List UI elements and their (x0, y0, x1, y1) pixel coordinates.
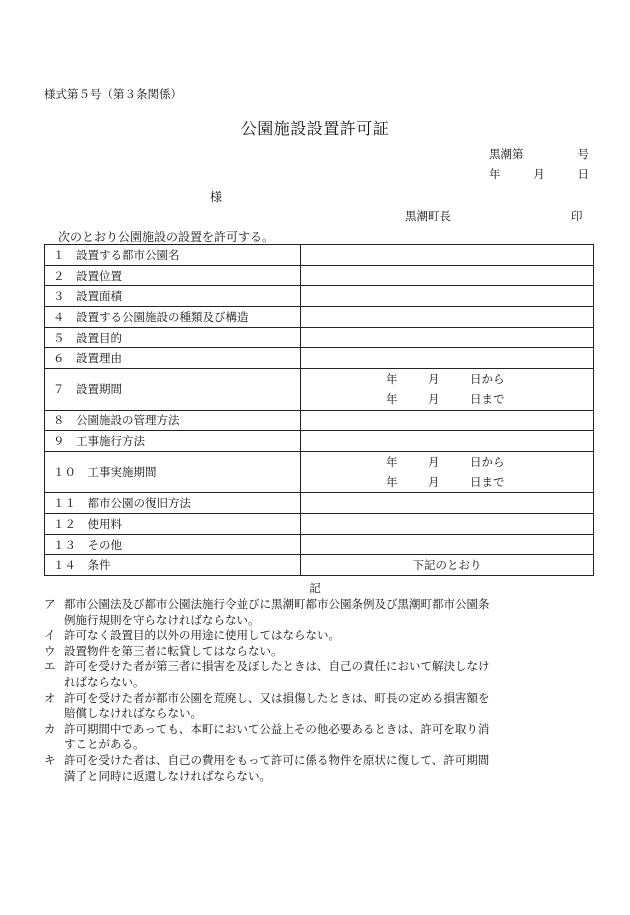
period-year: 年 (386, 455, 398, 470)
table-row (45, 327, 594, 348)
row-label: １２ 使用料 (45, 513, 301, 534)
row-label: ２ 設置位置 (45, 265, 301, 286)
period-value (301, 369, 594, 410)
issue-date-day: 日 (577, 167, 589, 181)
form-number-label: 様式第５号（第３条関係） (44, 87, 182, 101)
list-item (44, 722, 592, 753)
note-marker: オ (44, 690, 56, 705)
row-value (301, 327, 594, 348)
permit-table (44, 244, 594, 576)
row-label: ７ 設置期間 (45, 369, 301, 410)
row-label: １１ 都市公園の復旧方法 (45, 493, 301, 514)
ki-heading: 記 (309, 581, 321, 595)
period-value (301, 451, 594, 492)
row-label: ５ 設置目的 (45, 327, 301, 348)
list-item (44, 659, 592, 690)
row-value (301, 493, 594, 514)
period-month: 月 (428, 372, 440, 387)
note-text: すことがある。 (64, 737, 145, 752)
row-value (301, 534, 594, 555)
row-label: １ 設置する都市公園名 (45, 245, 301, 266)
table-row (45, 493, 594, 514)
note-text: 許可を受けた者は、自己の費用をもって許可に係る物件を原状に復して、許可期間 (64, 752, 490, 767)
period-year: 年 (386, 372, 398, 387)
reference-prefix: 黒潮第 (489, 147, 524, 161)
list-item (44, 691, 592, 722)
reference-suffix: 号 (577, 147, 589, 161)
row-value (301, 348, 594, 369)
note-text: 許可を受けた者が第三者に損害を及ぼしたときは、自己の責任において解決しなけ (64, 659, 490, 674)
row-label: ４ 設置する公園施設の種類及び構造 (45, 307, 301, 328)
issue-date-month: 月 (533, 167, 545, 181)
period-year: 年 (386, 475, 398, 490)
list-item (44, 597, 592, 628)
row-value (301, 265, 594, 286)
period-to: 日まで (470, 475, 505, 490)
note-marker: エ (44, 659, 56, 674)
reference-number (489, 146, 589, 162)
row-value (301, 410, 594, 431)
table-row (45, 286, 594, 307)
period-end (301, 389, 593, 409)
issue-date-year: 年 (489, 167, 501, 181)
note-text: 設置物件を第三者に転貸してはならない。 (64, 643, 283, 658)
row-label: １３ その他 (45, 534, 301, 555)
period-month: 月 (428, 455, 440, 470)
note-text: 満了と同時に返還しなければならない。 (64, 768, 271, 783)
conditions-value: 下記のとおり (301, 555, 594, 576)
table-row (45, 534, 594, 555)
row-label: ８ 公園施設の管理方法 (45, 410, 301, 431)
period-start (301, 369, 593, 389)
period-from: 日から (470, 455, 505, 470)
period-from: 日から (470, 372, 505, 387)
table-row (45, 451, 594, 492)
row-value (301, 431, 594, 452)
note-text: ればならない。 (64, 674, 145, 689)
table-row (45, 369, 594, 410)
note-text: 賠償しなければならない。 (64, 706, 202, 721)
list-item (44, 628, 592, 644)
row-label: ９ 工事施行方法 (45, 431, 301, 452)
recipient-honorific: 様 (210, 190, 223, 204)
note-text: 都市公園法及び都市公園法施行令並びに黒潮町都市公園条例及び黒潮町都市公園条 (64, 597, 490, 611)
row-value (301, 245, 594, 266)
note-marker: キ (44, 752, 56, 767)
table-row (45, 555, 594, 576)
row-label: ６ 設置理由 (45, 348, 301, 369)
table-row (45, 513, 594, 534)
row-label: １４ 条件 (45, 555, 301, 576)
table-row (45, 245, 594, 266)
table-row (45, 348, 594, 369)
period-month: 月 (428, 475, 440, 490)
row-label: １０ 工事実施期間 (45, 451, 301, 492)
table-row (45, 410, 594, 431)
period-end (301, 472, 593, 492)
intro-text: 次のとおり公園施設の設置を許可する。 (58, 230, 275, 244)
note-marker: ア (44, 597, 56, 611)
period-month: 月 (428, 392, 440, 407)
row-label: ３ 設置面積 (45, 286, 301, 307)
note-text: 例施行規則を守らなければならない。 (64, 612, 260, 627)
note-marker: カ (44, 721, 56, 736)
conditions-list (44, 597, 592, 784)
note-marker: イ (44, 628, 56, 643)
table-row (45, 307, 594, 328)
period-start (301, 452, 593, 472)
row-value (301, 286, 594, 307)
issue-date (489, 166, 589, 182)
list-item (44, 753, 592, 784)
note-text: 許可なく設置目的以外の用途に使用してはならない。 (64, 628, 340, 643)
row-value (301, 307, 594, 328)
seal-mark: 印 (571, 209, 583, 223)
list-item (44, 644, 592, 660)
row-value (301, 513, 594, 534)
note-text: 許可を受けた者が都市公園を荒廃し、又は損傷したときは、町長の定める損害額を (64, 690, 490, 705)
document-title: 公園施設設置許可証 (240, 119, 390, 138)
note-text: 許可期間中であっても、本町において公益上その他必要あるときは、許可を取り消 (64, 721, 490, 736)
period-year: 年 (386, 392, 398, 407)
table-row (45, 431, 594, 452)
table-row (45, 265, 594, 286)
period-to: 日まで (470, 392, 505, 407)
note-marker: ウ (44, 643, 56, 658)
mayor-name: 黒潮町長 (405, 209, 451, 223)
